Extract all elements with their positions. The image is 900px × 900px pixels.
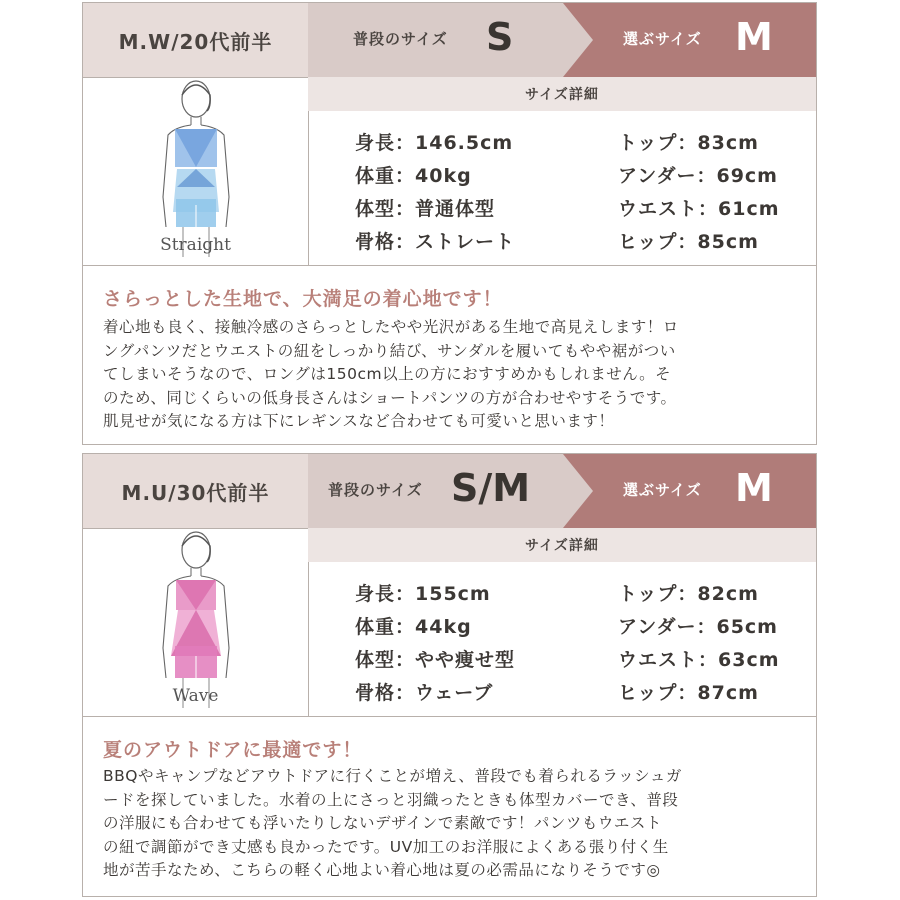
detail-top: トップ：82cm — [618, 583, 759, 605]
comment-line: ングパンツだとウエストの紐をしっかり結び、サンダルを履いてもやや裾がつい — [103, 341, 676, 360]
detail-height: 身長：146.5cm — [355, 132, 514, 154]
detail-hip: ヒップ：85cm — [618, 231, 759, 253]
chosen-size-value: M — [735, 466, 773, 510]
size-detail-heading: サイズ詳細 — [308, 528, 816, 562]
divider — [83, 265, 816, 266]
chosen-size-label: 選ぶサイズ — [623, 30, 702, 48]
comment-line: 地が苦手なため、こちらの軽く心地よい着心地は夏の必需品になりそうです◎ — [103, 861, 661, 879]
detail-under: アンダー：65cm — [618, 616, 778, 638]
comment-line: 着心地も良く、接触冷感のさらっとしたやや光沢がある生地で高見えします！ロ — [103, 318, 679, 336]
detail-waist: ウエスト：63cm — [618, 649, 780, 671]
comment-line: の洋服にも合わせても浮いたりしないデザインで素敵です！パンツもウエスト — [103, 814, 662, 832]
comment-title: さらっとした生地で、大満足の着心地です！ — [103, 288, 503, 310]
body-type-label: Wave — [172, 686, 219, 706]
review-card-1 — [82, 2, 817, 445]
detail-under: アンダー：69cm — [618, 165, 778, 187]
chosen-size-value: M — [735, 15, 773, 59]
usual-size-value: S — [486, 15, 514, 59]
body-figure — [83, 77, 309, 265]
divider — [83, 716, 816, 717]
detail-weight: 体重：44kg — [355, 616, 472, 638]
detail-body-shape: 体型：普通体型 — [355, 198, 496, 220]
chosen-size-section — [563, 454, 816, 528]
detail-body-shape: 体型：やや痩せ型 — [355, 649, 516, 671]
comment-line: ードを探していました。水着の上にさっと羽織ったときも体型カバーでき、普段 — [103, 790, 679, 809]
chosen-size-label: 選ぶサイズ — [623, 481, 702, 499]
usual-size-section — [308, 454, 593, 528]
comment-line: てしまいそうなので、ロングは150cm以上の方におすすめかもしれません。そ — [103, 365, 672, 383]
comment-body — [103, 316, 803, 434]
detail-weight: 体重：40kg — [355, 165, 472, 187]
comment-body — [103, 765, 803, 883]
comment-line: BBQやキャンプなどアウトドアに行くことが増え、普段でも着られるラッシュガ — [103, 767, 682, 785]
detail-height: 身長：155cm — [355, 583, 491, 605]
detail-waist: ウエスト：61cm — [618, 198, 780, 220]
usual-size-label: 普段のサイズ — [353, 30, 448, 48]
body-type-label: Straight — [160, 235, 231, 255]
detail-skeleton: 骨格：ストレート — [355, 231, 516, 253]
usual-size-value: S/M — [451, 466, 531, 510]
review-header — [83, 3, 816, 78]
reviewer-name: M.U/30代前半 — [83, 454, 308, 528]
detail-skeleton: 骨格：ウェーブ — [355, 682, 494, 704]
detail-top: トップ：83cm — [618, 132, 759, 154]
detail-hip: ヒップ：87cm — [618, 682, 759, 704]
body-figure — [83, 528, 309, 716]
usual-size-label: 普段のサイズ — [328, 481, 423, 499]
review-header — [83, 454, 816, 529]
comment-line: のため、同じくらいの低身長さんはショートパンツの方が合わせやすそうです。 — [103, 388, 677, 407]
chosen-size-section — [563, 3, 816, 77]
reviewer-name: M.W/20代前半 — [83, 3, 308, 77]
review-card-2 — [82, 453, 817, 897]
comment-title: 夏のアウトドアに最適です！ — [103, 739, 363, 761]
comment-line: の紐で調節ができ丈感も良かったです。UV加工のお洋服によくある張り付く生 — [103, 837, 669, 856]
usual-size-section — [308, 3, 593, 77]
comment-line: 肌見せが気になる方は下にレギンスなど合わせても可愛いと思います！ — [103, 412, 615, 430]
size-detail-heading: サイズ詳細 — [308, 77, 816, 111]
